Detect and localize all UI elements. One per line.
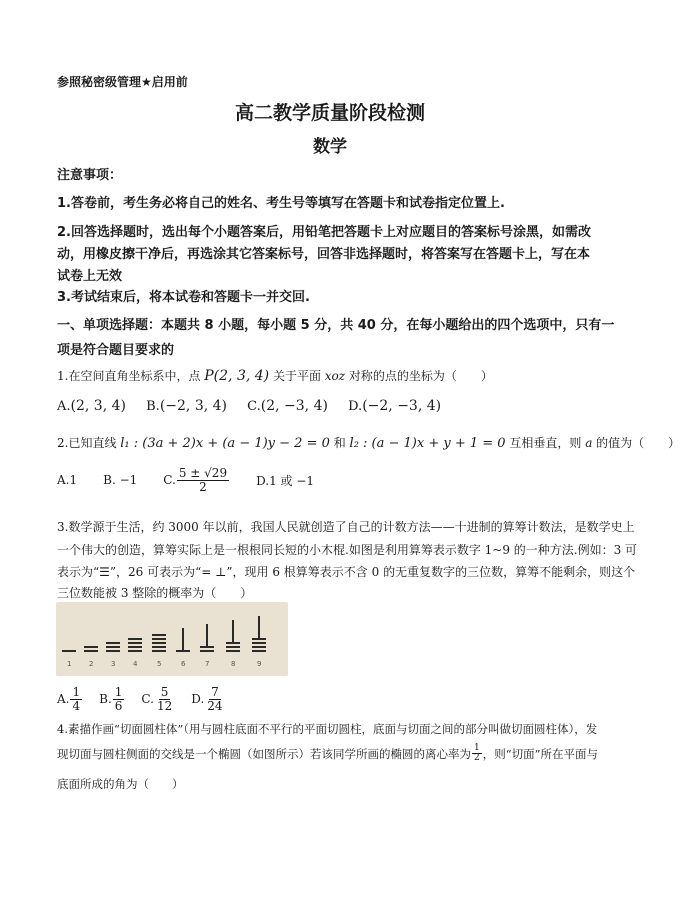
rod-digit-5-a (152, 634, 166, 636)
note-2-line-1: 2.回答选择题时，选出每个小题答案后，用铅笔把答题卡上对应题目的答案标号涂黑，如需改 (57, 225, 591, 240)
rod-digit-5-d (152, 646, 166, 648)
rod-digit-6-h (176, 650, 190, 652)
question-1-options (57, 398, 441, 414)
rod-digit-2-a (84, 646, 98, 648)
rod-digit-6-v (182, 628, 184, 650)
q1-stem-part-b: 关于平面 (269, 369, 325, 383)
rod-digit-9-h2 (252, 642, 266, 644)
section-heading-line-1: 一、单项选择题：本题共 8 小题，每小题 5 分，共 40 分，在每小题给出的四个选项中，只有一 (57, 318, 615, 333)
page-title: 高二教学质量阶段检测 (234, 102, 425, 124)
question-2-options (57, 467, 314, 493)
question-1-stem (57, 367, 493, 384)
rod-digit-7-h1 (200, 646, 214, 648)
rod-digit-4-b (128, 642, 142, 644)
q2-line-1-equation: l₁ : (3a + 2)x + (a − 1)y − 2 = 0 (120, 436, 330, 451)
rod-label-6: 6 (181, 660, 186, 668)
q2-option-d[interactable]: D.1 或 −1 (256, 473, 315, 488)
rod-label-3: 3 (111, 660, 116, 668)
q3-option-a[interactable]: A. $\frac{1}{4}$ (57, 685, 81, 713)
question-4-line-3: 底面所成的角为（ ） (57, 777, 184, 791)
rod-label-8: 8 (231, 660, 236, 668)
q2-option-c-numerator: 5 ± √29 (178, 466, 228, 480)
subject-title: 数学 (313, 137, 347, 157)
question-3-line-2: 一个伟大的创造，算筹实际上是一根根同长短的小木棍.如图是利用算筹表示数字 1~9 的一种方法.例如：3 可 (57, 543, 638, 557)
rod-digit-5-c (152, 642, 166, 644)
q2-option-a[interactable]: A.1 (57, 473, 78, 488)
rod-digit-3-c (106, 650, 120, 652)
question-3-line-1: 3.数学源于生活，约 3000 年以前，我国人民就创造了自己的计数方法——十进制的算筹计数法，是数学史上 (57, 520, 635, 534)
q2-stem-mid: 和 (329, 436, 350, 450)
rod-label-7: 7 (205, 660, 210, 668)
rod-digit-9-h1 (252, 638, 266, 640)
notes-heading: 注意事项： (57, 168, 123, 183)
rod-digit-1 (62, 650, 76, 652)
q1-option-b[interactable]: B.(−2, 3, 4) (146, 398, 227, 414)
note-1: 1.答卷前，考生务必将自己的姓名、考生号等填写在答题卡和试卷指定位置上. (57, 196, 505, 211)
q4-line-2-part-a: 现切面与圆柱侧面的交线是一个椭圆（如图所示）若该同学所画的椭圆的离心率为 (57, 746, 471, 761)
q2-option-b[interactable]: B. −1 (103, 473, 138, 488)
rod-digit-4-d (128, 650, 142, 652)
q2-stem-part-a: 2.已知直线 (57, 436, 121, 450)
question-3-options (57, 686, 226, 712)
rod-digit-7-h2 (200, 650, 214, 652)
q3-option-d[interactable]: D. $\frac{7}{24}$ (191, 685, 223, 713)
rod-label-2: 2 (89, 660, 94, 668)
rod-digit-9-h4 (252, 650, 266, 652)
note-2-line-3: 试卷上无效 (57, 269, 123, 284)
q1-stem-part-a: 1.在空间直角坐标系中，点 (57, 369, 205, 383)
rod-digit-4-a (128, 638, 142, 640)
classification-label: 参照秘密级管理★启用前 (57, 75, 188, 89)
q1-stem-part-c: 对称的点的坐标为（ ） (345, 369, 493, 383)
question-2-stem (57, 434, 680, 451)
question-4-line-2 (57, 744, 598, 764)
q3-option-c[interactable]: C. $\frac{5}{12}$ (141, 685, 173, 713)
rod-digit-3-a (106, 642, 120, 644)
rod-label-9: 9 (257, 660, 262, 668)
q4-line-2-part-b: ，则“切面”所在平面与 (482, 746, 598, 761)
rod-digit-9-h3 (252, 646, 266, 648)
q1-option-d[interactable]: D.(−2, −3, 4) (348, 398, 442, 414)
rod-digit-3-b (106, 646, 120, 648)
question-3-line-4: 三位数能被 3 整除的概率为（ ） (57, 586, 253, 600)
q1-option-c[interactable]: C.(2, −3, 4) (247, 398, 328, 414)
rod-digit-4-c (128, 646, 142, 648)
section-heading-line-2: 项是符合题目要求的 (57, 343, 175, 358)
q2-line-2-equation: l₂ : (a − 1)x + y + 1 = 0 (349, 436, 506, 451)
rod-label-4: 4 (133, 660, 138, 668)
rod-digit-2-b (84, 650, 98, 652)
counting-rods-figure (56, 602, 288, 676)
rod-digit-8-h2 (226, 646, 240, 648)
q2-option-c-denominator: 2 (199, 479, 207, 494)
note-3: 3.考试结束后，将本试卷和答题卡一并交回. (57, 290, 310, 305)
q3-option-b[interactable]: B. $\frac{1}{6}$ (99, 685, 123, 713)
rod-digit-5-b (152, 638, 166, 640)
q1-plane: xoz (324, 369, 346, 383)
question-3-line-3: 表示为“☰”，26 可表示为“= ⊥”，现用 6 根算筹表示不含 0 的无重复数字的三位数，算筹不能剩余，则这个 (57, 565, 636, 579)
rod-digit-7-v (206, 624, 208, 646)
rod-digit-8-v (232, 620, 234, 642)
q2-variable: a (585, 436, 593, 450)
rod-digit-5-e (152, 650, 166, 652)
q1-option-a[interactable]: A.(2, 3, 4) (57, 398, 126, 414)
q1-point: P(2, 3, 4) (204, 368, 270, 384)
q4-eccentricity-fraction: $\frac{1}{2}$ (474, 743, 480, 764)
question-4-line-1: 4.素描作画“切面圆柱体”（用与圆柱底面不平行的平面切圆柱，底面与切面之间的部分叫做切面圆柱体），发 (57, 722, 598, 736)
rod-digit-8-h3 (226, 650, 240, 652)
q2-stem-part-b: 互相垂直，则 (505, 436, 586, 450)
q2-stem-part-c: 的值为（ ） (592, 436, 680, 450)
rod-label-1: 1 (67, 660, 72, 668)
rod-label-5: 5 (157, 660, 162, 668)
q2-option-c[interactable]: C. $\frac{5 \pm √29}{2}$ (163, 466, 228, 494)
note-2-line-2: 动，用橡皮擦干净后，再选涂其它答案标号，回答非选择题时，将答案写在答题卡上，写在本 (57, 247, 591, 262)
rod-digit-9-v (258, 616, 260, 638)
rod-digit-8-h1 (226, 642, 240, 644)
